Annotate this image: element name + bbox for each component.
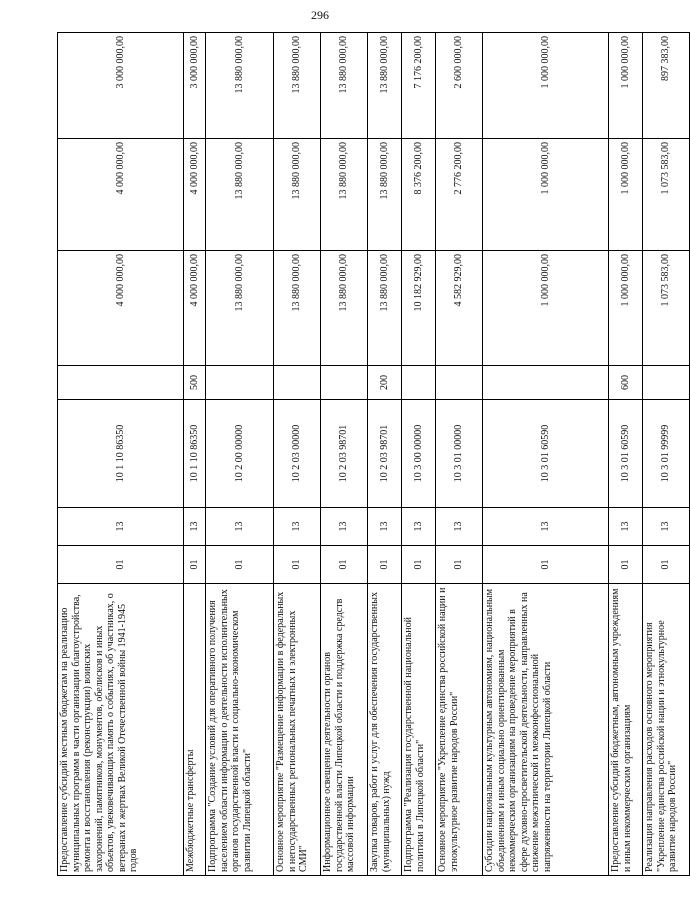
table-row (368, 33, 402, 876)
section-code-cell: 01 (483, 546, 609, 584)
subsection-code-cell: 13 (321, 508, 368, 546)
table-row (609, 33, 643, 876)
table-row (402, 33, 436, 876)
amount-year-1-cell: 13 880 000,00 (206, 251, 274, 366)
amount-year-2-cell: 4 000 000,00 (184, 139, 206, 251)
section-code-cell: 01 (402, 546, 436, 584)
description-cell: Информационное освещение деятельности органов государственной власти Липецкой области и поддержка средств массовой информации (321, 584, 368, 876)
section-code-cell: 01 (321, 546, 368, 584)
amount-year-3-cell: 1 000 000,00 (609, 33, 643, 139)
table-row (436, 33, 483, 876)
amount-year-2-cell: 2 776 200,00 (436, 139, 483, 251)
subsection-code-cell: 13 (643, 508, 690, 546)
description-cell: Подпрограмма "Создание условий для оперативного получения населением области информации о деятельности исполнительных органов государственной власти и социально-экономическом развитии Липецкой области" (206, 584, 274, 876)
expense-type-cell: 500 (184, 366, 206, 400)
expense-type-cell (436, 366, 483, 400)
amount-year-3-cell: 2 600 000,00 (436, 33, 483, 139)
expense-type-cell (58, 366, 184, 400)
amount-year-3-cell: 3 000 000,00 (184, 33, 206, 139)
target-article-cell: 10 3 01 60590 (483, 400, 609, 508)
expense-type-cell (643, 366, 690, 400)
subsection-code-cell: 13 (436, 508, 483, 546)
table-body (58, 33, 690, 876)
amount-year-1-cell: 13 880 000,00 (321, 251, 368, 366)
subsection-code-cell: 13 (58, 508, 184, 546)
table-row (321, 33, 368, 876)
page-number: 296 (311, 8, 329, 22)
amount-year-3-cell: 13 880 000,00 (274, 33, 321, 139)
description-cell: Предоставление субсидий местным бюджетам на реализацию муниципальных программ в части организации благоустройства, ремонта и восстановления (реконструкции) воинских захоронений, памятников, монументов, обелисков и иных объектов, увековечивающих память о событиях, об участниках, о ветеранах и жертвах Великой Отечественной войны 1941-1945 годов (58, 584, 184, 876)
amount-year-3-cell: 13 880 000,00 (368, 33, 402, 139)
rotated-table-container (57, 33, 678, 876)
amount-year-1-cell: 13 880 000,00 (274, 251, 321, 366)
description-cell: Реализация направления расходов основного мероприятия "Укрепление единства российской нации и этнокультурное развитие народов России" (643, 584, 690, 876)
amount-year-1-cell: 4 582 929,00 (436, 251, 483, 366)
expense-type-cell (274, 366, 321, 400)
table-row (274, 33, 321, 876)
amount-year-1-cell: 4 000 000,00 (184, 251, 206, 366)
amount-year-2-cell: 1 000 000,00 (483, 139, 609, 251)
table-row (483, 33, 609, 876)
amount-year-3-cell: 13 880 000,00 (206, 33, 274, 139)
target-article-cell: 10 2 03 98701 (368, 400, 402, 508)
table-row (184, 33, 206, 876)
expense-type-cell (483, 366, 609, 400)
amount-year-1-cell: 1 073 583,00 (643, 251, 690, 366)
description-cell: Подпрограмма "Реализация государственной национальной политики в Липецкой области" (402, 584, 436, 876)
table-row (58, 33, 184, 876)
amount-year-2-cell: 13 880 000,00 (321, 139, 368, 251)
amount-year-3-cell: 7 176 200,00 (402, 33, 436, 139)
target-article-cell: 10 1 10 86350 (58, 400, 184, 508)
subsection-code-cell: 13 (609, 508, 643, 546)
target-article-cell: 10 3 01 60590 (609, 400, 643, 508)
description-cell: Основное мероприятие "Размещение информации в федеральных и негосударственных региональных печатных и электронных СМИ" (274, 584, 321, 876)
target-article-cell: 10 1 10 86350 (184, 400, 206, 508)
budget-table (57, 32, 690, 876)
section-code-cell: 01 (609, 546, 643, 584)
amount-year-1-cell: 4 000 000,00 (58, 251, 184, 366)
section-code-cell: 01 (58, 546, 184, 584)
amount-year-3-cell: 897 383,00 (643, 33, 690, 139)
expense-type-cell (206, 366, 274, 400)
target-article-cell: 10 3 00 00000 (402, 400, 436, 508)
amount-year-1-cell: 13 880 000,00 (368, 251, 402, 366)
section-code-cell: 01 (643, 546, 690, 584)
description-cell: Предоставление субсидий бюджетным, автономным учреждениям и иным некоммерческим организациям (609, 584, 643, 876)
amount-year-2-cell: 13 880 000,00 (206, 139, 274, 251)
table-row (643, 33, 690, 876)
description-cell: Закупка товаров, работ и услуг для обеспечения государственных (муниципальных) нужд (368, 584, 402, 876)
target-article-cell: 10 2 03 00000 (274, 400, 321, 508)
amount-year-2-cell: 4 000 000,00 (58, 139, 184, 251)
description-cell: Межбюджетные трансферты (184, 584, 206, 876)
subsection-code-cell: 13 (402, 508, 436, 546)
amount-year-2-cell: 13 880 000,00 (274, 139, 321, 251)
subsection-code-cell: 13 (206, 508, 274, 546)
target-article-cell: 10 3 01 00000 (436, 400, 483, 508)
amount-year-3-cell: 3 000 000,00 (58, 33, 184, 139)
amount-year-1-cell: 1 000 000,00 (609, 251, 643, 366)
amount-year-1-cell: 1 000 000,00 (483, 251, 609, 366)
section-code-cell: 01 (206, 546, 274, 584)
amount-year-2-cell: 1 073 583,00 (643, 139, 690, 251)
amount-year-2-cell: 1 000 000,00 (609, 139, 643, 251)
section-code-cell: 01 (184, 546, 206, 584)
section-code-cell: 01 (436, 546, 483, 584)
target-article-cell: 10 3 01 99999 (643, 400, 690, 508)
description-cell: Основное мероприятие "Укрепление единства российской нации и этнокультурное развитие народов России" (436, 584, 483, 876)
amount-year-3-cell: 13 880 000,00 (321, 33, 368, 139)
expense-type-cell: 600 (609, 366, 643, 400)
subsection-code-cell: 13 (368, 508, 402, 546)
subsection-code-cell: 13 (184, 508, 206, 546)
section-code-cell: 01 (368, 546, 402, 584)
section-code-cell: 01 (274, 546, 321, 584)
subsection-code-cell: 13 (274, 508, 321, 546)
amount-year-2-cell: 8 376 200,00 (402, 139, 436, 251)
expense-type-cell (402, 366, 436, 400)
target-article-cell: 10 2 03 98701 (321, 400, 368, 508)
table-row (206, 33, 274, 876)
amount-year-2-cell: 13 880 000,00 (368, 139, 402, 251)
expense-type-cell: 200 (368, 366, 402, 400)
description-cell: Субсидии национальным культурным автономиям, национальным объединениям и иным социально ориентированным некоммерческим организациям на проведение мероприятий в сфере духовно-просветительской деятельности, направленных на снижение межэтнической и межконфессиональной напряженности на территории Липецкой области (483, 584, 609, 876)
amount-year-1-cell: 10 182 929,00 (402, 251, 436, 366)
expense-type-cell (321, 366, 368, 400)
subsection-code-cell: 13 (483, 508, 609, 546)
amount-year-3-cell: 1 000 000,00 (483, 33, 609, 139)
target-article-cell: 10 2 00 00000 (206, 400, 274, 508)
